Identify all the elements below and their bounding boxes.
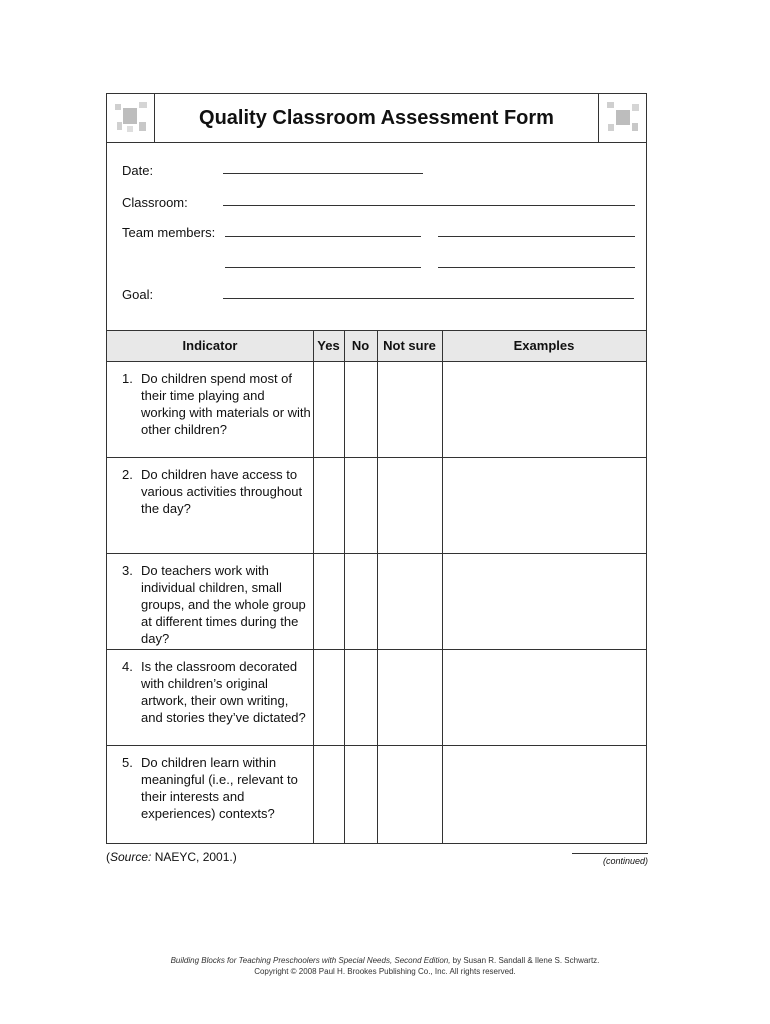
- question-number: 4.: [122, 659, 133, 674]
- footer-authors: by Susan R. Sandall & Ilene S. Schwartz.: [450, 956, 600, 965]
- date-label: Date:: [122, 163, 154, 178]
- column-divider: [442, 330, 443, 844]
- form-fields: [107, 143, 646, 330]
- source-citation: [106, 850, 237, 864]
- team-member-field-2[interactable]: [438, 236, 635, 237]
- header-examples: Examples: [513, 338, 575, 353]
- column-divider: [344, 330, 345, 844]
- header-yes: Yes: [317, 338, 340, 353]
- question-number: 1.: [122, 371, 133, 386]
- team-members-label: Team members:: [122, 225, 216, 240]
- continued-note: (continued): [572, 853, 648, 866]
- indicator-question: [122, 370, 312, 438]
- logo-icon-right: [598, 94, 646, 142]
- indicator-question: [122, 562, 312, 647]
- indicator-question: [122, 658, 312, 726]
- footer-citation: [0, 955, 770, 966]
- question-text: Do children learn within meaningful (i.e., relevant to their interests and experiences) contexts?: [141, 755, 298, 821]
- logo-icon-left: [107, 94, 155, 142]
- header-not-sure: Not sure: [383, 338, 436, 353]
- goal-field[interactable]: [223, 298, 634, 299]
- header-no: No: [351, 338, 370, 353]
- goal-label: Goal:: [122, 287, 154, 302]
- question-number: 2.: [122, 467, 133, 482]
- classroom-field[interactable]: [223, 205, 635, 206]
- question-text: Do children spend most of their time playing and working with materials or with other children?: [141, 371, 311, 437]
- team-member-field-1[interactable]: [225, 236, 421, 237]
- footer-copyright: Copyright © 2008 Paul H. Brookes Publishing Co., Inc. All rights reserved.: [254, 967, 516, 976]
- column-divider: [313, 330, 314, 844]
- source-text: NAEYC, 2001.): [151, 850, 237, 864]
- assessment-form: [106, 93, 647, 844]
- form-header: [107, 94, 646, 143]
- question-text: Do teachers work with individual children, small groups, and the whole group at different times during the day?: [141, 563, 306, 646]
- page-footer: [0, 955, 770, 977]
- question-text: Do children have access to various activities throughout the day?: [141, 467, 303, 516]
- source-label: Source:: [110, 850, 152, 864]
- team-member-field-4[interactable]: [438, 267, 635, 268]
- header-indicator: Indicator: [182, 338, 238, 353]
- indicator-question: [122, 466, 312, 517]
- question-number: 3.: [122, 563, 133, 578]
- source-open-paren: (: [106, 850, 110, 864]
- question-text: Is the classroom decorated with children’s original artwork, their own writing, and stories they’ve dictated?: [141, 659, 306, 725]
- question-number: 5.: [122, 755, 133, 770]
- form-title: Quality Classroom Assessment Form: [199, 107, 554, 129]
- footer-book-title: Building Blocks for Teaching Preschoolers with Special Needs, Second Edition,: [170, 956, 451, 965]
- classroom-label: Classroom:: [122, 195, 188, 210]
- column-divider: [377, 330, 378, 844]
- team-member-field-3[interactable]: [225, 267, 421, 268]
- indicator-question: [122, 754, 312, 822]
- date-field[interactable]: [223, 173, 423, 174]
